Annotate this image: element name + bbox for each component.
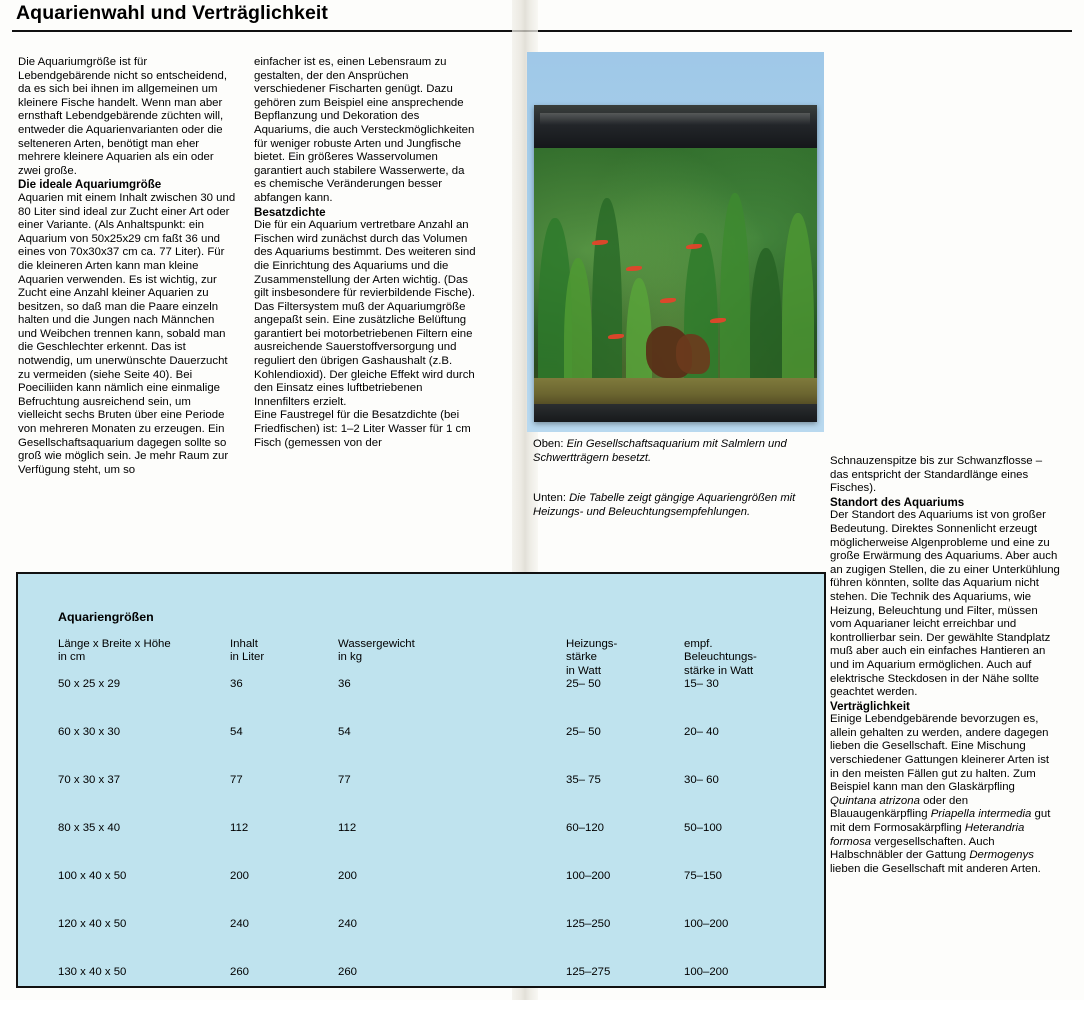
col3-paragraph-1: Schnauzenspitze bis zur Schwanzflosse – das entspricht der Standardlänge eines Fisches).: [830, 455, 1043, 495]
decor-rock: [676, 334, 710, 374]
aquarium-tank: [534, 105, 817, 422]
species-heterandria-formosa: Heterandria formosa: [830, 822, 1025, 848]
plant: [592, 198, 622, 398]
cell-lighting: 100–200: [684, 918, 729, 931]
table-row: [18, 966, 824, 1014]
cell-dimensions: 120 x 40 x 50: [58, 918, 127, 931]
col3-p3-c: gut mit dem Formosakärpfling: [830, 808, 1051, 835]
table-row: [18, 822, 824, 870]
col3-heading-standort: Standort des Aquariums: [830, 495, 965, 509]
col1-heading-ideal-size: Die ideale Aquariumgröße: [18, 178, 162, 192]
text-column-1: [18, 56, 236, 477]
cell-heating: 60–120: [566, 822, 605, 835]
cell-volume: 260: [230, 966, 250, 979]
caption-top-label: Oben:: [533, 438, 567, 450]
col3-p3-d: vergesellschaften. Auch Halbschnäbler der Gattung: [830, 835, 995, 862]
fish: [626, 266, 642, 271]
cell-dimensions: 70 x 30 x 37: [58, 774, 121, 787]
header-line: Heizungs-: [566, 638, 618, 650]
cell-lighting: 75–150: [684, 870, 723, 883]
header-line: stärke: [566, 651, 598, 664]
header-line: empf.: [684, 638, 713, 650]
caption-bottom-label: Unten:: [533, 492, 570, 504]
fish: [660, 298, 676, 303]
table-body: [18, 678, 824, 1014]
cell-lighting: 15– 30: [684, 678, 719, 691]
cell-volume: 36: [230, 678, 243, 691]
tank-water: [534, 148, 817, 404]
cell-dimensions: 130 x 40 x 50: [58, 966, 127, 979]
cell-water-weight: 77: [338, 774, 351, 787]
table: [18, 638, 824, 1014]
cell-dimensions: 50 x 25 x 29: [58, 678, 121, 691]
header-line: in kg: [338, 651, 363, 664]
text-column-3: [830, 455, 1060, 876]
tank-hood: [534, 105, 817, 150]
col2-heading-besatzdichte: Besatzdichte: [254, 205, 326, 219]
plant: [720, 193, 750, 398]
col3-p3-a: Einige Lebendgebärende bevorzugen es, allein gehalten zu werden, andere dagegen lieben die Gesellschaft. Eine Mischung verschiedener Gattungen kleinerer Arten ist in den meisten Fällen gut zu halten. Zum Beispiel kann man den Glaskärpfling: [830, 713, 1050, 794]
col2-paragraph-3: Eine Faustregel für die Besatzdichte (bei Friedfischen) ist: 1–2 Liter Wasser für 1 cm Fisch (gemessen von der: [254, 409, 471, 449]
header-line: in Watt: [566, 664, 602, 677]
column-header-heating: [566, 638, 684, 678]
header-line: Länge x Breite x Höhe: [58, 638, 171, 650]
header-line: in cm: [58, 651, 86, 664]
photo-caption-top: [533, 438, 821, 465]
column-header-dimensions: [18, 638, 230, 678]
column-header-lighting: [684, 638, 824, 678]
cell-volume: 200: [230, 870, 250, 883]
page-title: Aquarienwahl und Verträglichkeit: [16, 2, 329, 24]
plant: [564, 258, 592, 398]
header-line: in Liter: [230, 651, 265, 664]
species-quintana-atrizona: Quintana atrizona: [830, 794, 920, 807]
col1-paragraph-2: Aquarien mit einem Inhalt zwischen 30 und 80 Liter sind ideal zur Zucht einer Art oder einer Variante. (Als Anhaltspunkt: ein Aquarium von 50x25x29 cm faßt 36 und eines von 70x30x37 cm ca. 77 Liter). Für die kleineren Arten kann man kleine Aquarien verwenden. Es ist wichtig, zur Zucht eine Anzahl kleiner Aquarien zu besitzen, so daß man die Paare einzeln halten und die Jungen nach Männchen und Weibchen trennen kann, sobald man die Geschlechter erkennt. Das ist notwendig, um unerwünschte Dauerzucht zu vermeiden (siehe Seite 40). Bei Poeciliiden kann nämlich eine einmalige Befruchtung ausreichend sein, um vielleicht sechs Bruten über eine Periode von mehreren Monaten zu erzeugen. Ein Gesellschaftsaquarium dagegen sollte so groß wie möglich sein. Je mehr Raum zur Verfügung steht, um so: [18, 191, 236, 476]
cell-lighting: 100–200: [684, 966, 729, 979]
cell-heating: 35– 75: [566, 774, 601, 787]
cell-lighting: 30– 60: [684, 774, 719, 787]
aquarium-photo: [527, 52, 824, 432]
col2-paragraph-2: Die für ein Aquarium vertretbare Anzahl an Fischen wird zunächst durch das Volumen des Aquariums bestimmt. Des weiteren sind die Einrichtung des Aquariums und die Zusammenstellung der Arten wichtig. (Das gilt insbesondere für revierbildende Fische). Das Filtersystem muß der Aquariumgröße angepaßt sein. Eine zusätzliche Belüftung garantiert bei motorbetriebenen Filtern eine ausreichende Sauerstoffversorgung und reguliert den übrigen Gashaushalt (z.B. Kohlendioxid). Der gleiche Effekt wird durch den Einsatz eines luftbetriebenen Innenfilters erzielt.: [254, 219, 476, 408]
cell-heating: 125–275: [566, 966, 611, 979]
cell-volume: 240: [230, 918, 250, 931]
cell-water-weight: 200: [338, 870, 358, 883]
cell-volume: 54: [230, 726, 243, 739]
plant: [782, 213, 814, 398]
col3-heading-vertraeglichkeit: Verträglichkeit: [830, 699, 910, 713]
col3-p3-e: lieben die Gesellschaft mit anderen Arten.: [830, 862, 1041, 875]
column-header-water-weight: [338, 638, 566, 678]
header-divider: [12, 30, 1072, 32]
species-priapella-intermedia: Priapella intermedia: [930, 808, 1032, 821]
cell-heating: 25– 50: [566, 726, 601, 739]
cell-lighting: 20– 40: [684, 726, 719, 739]
cell-water-weight: 112: [338, 822, 357, 835]
tank-substrate: [534, 378, 817, 404]
cell-water-weight: 240: [338, 918, 358, 931]
col1-paragraph-1: Die Aquariumgröße ist für Lebendgebärende nicht so entscheidend, da es sich bei ihnen im allgemeinen um kleinere Fische handelt. Wenn man aber ernsthaft Lebendgebärende züchten will, entweder die Aquarienvarianten oder die selteneren Arten, benötigt man eher mehrere kleinere Aquarien als ein oder zwei große.: [18, 56, 227, 177]
cell-water-weight: 54: [338, 726, 351, 739]
caption-bottom-text: Die Tabelle zeigt gängige Aquariengrößen mit Heizungs- und Beleuchtungsempfehlungen.: [533, 492, 796, 518]
table-header-row: [18, 638, 824, 678]
cell-lighting: 50–100: [684, 822, 723, 835]
cell-heating: 125–250: [566, 918, 611, 931]
photo-caption-bottom: [533, 492, 821, 519]
header-line: stärke in Watt: [684, 664, 754, 677]
table-row: [18, 726, 824, 774]
cell-heating: 25– 50: [566, 678, 601, 691]
aquarium-sizes-table: [16, 572, 826, 988]
table-row: [18, 678, 824, 726]
text-column-2: [254, 56, 476, 450]
cell-water-weight: 36: [338, 678, 351, 691]
col3-paragraph-2: Der Standort des Aquariums ist von großer Bedeutung. Direktes Sonnenlicht erzeugt möglicherweise Algenprobleme und eine zu große Erwärmung des Aquariums. Aber auch an zugigen Stellen, die zu einer Unterkühlung führen könnten, sollte das Aquarium nicht stehen. Die Technik des Aquariums, wie Heizung, Beleuchtung und Filter, müssen vom Aquarianer leicht erreichbar und kontrollierbar sein. Der gewählte Standplatz muß aber auch ein einfaches Hantieren an und im Aquarium ermöglichen. Auch auf elektrische Steckdosen in der Nähe sollte geachtet werden.: [830, 509, 1060, 699]
column-header-volume: [230, 638, 338, 678]
cell-volume: 77: [230, 774, 243, 787]
cell-dimensions: 100 x 40 x 50: [58, 870, 127, 883]
cell-heating: 100–200: [566, 870, 611, 883]
col3-p3-b: oder den Blauaugenkärpfling: [830, 794, 969, 821]
page-header: [0, 0, 1084, 34]
col3-paragraph-3: [830, 713, 1060, 876]
cell-water-weight: 260: [338, 966, 358, 979]
table-row: [18, 774, 824, 822]
plant: [750, 248, 782, 398]
cell-dimensions: 60 x 30 x 30: [58, 726, 121, 739]
col2-paragraph-1: einfacher ist es, einen Lebensraum zu gestalten, der den Ansprüchen verschiedener Fischarten genügt. Dazu gehören zum Beispiel eine ansprechende Bepflanzung und Dekoration des Aquariums, die auch Versteckmöglichkeiten für weniger robuste Arten und Jungfische bietet. Ein größeres Wasservolumen garantiert auch stabilere Wasserwerte, da es chemische Veränderungen besser abfangen kann.: [254, 56, 475, 204]
tank-base: [534, 404, 817, 422]
header-line: Inhalt: [230, 638, 258, 650]
table-row: [18, 918, 824, 966]
header-line: Wassergewicht: [338, 638, 415, 650]
table-row: [18, 870, 824, 918]
caption-top-text: Ein Gesellschaftsaquarium mit Salmlern und Schwertträgern besetzt.: [533, 438, 787, 464]
cell-dimensions: 80 x 35 x 40: [58, 822, 121, 835]
cell-volume: 112: [230, 822, 249, 835]
table-title: Aquariengrößen: [58, 610, 154, 624]
genus-dermogenys: Dermogenys: [969, 849, 1034, 862]
tank-hood-highlight: [540, 113, 810, 125]
header-line: Beleuchtungs-: [684, 651, 757, 664]
